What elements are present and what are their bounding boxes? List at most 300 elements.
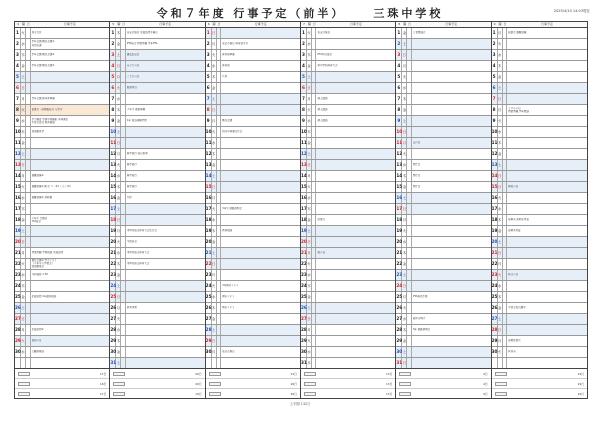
day-number: 18: [206, 215, 212, 225]
event-cell: [507, 226, 587, 236]
event-cell: [221, 204, 300, 214]
day-row: [15, 105, 109, 116]
weekday: 土: [498, 314, 503, 324]
footer-cell: [206, 369, 301, 398]
day-row: [110, 105, 204, 116]
day-row: [396, 182, 490, 193]
event-text: 学年会議 職員会議③: [31, 64, 55, 67]
weekday: 火: [212, 204, 217, 214]
day-row: [396, 248, 490, 259]
day-row: [15, 39, 109, 50]
day-number: 9: [206, 116, 212, 126]
event-cell: [507, 237, 587, 247]
day-row: [206, 270, 300, 281]
event-text: 憲法記念日: [126, 52, 140, 56]
weekday: 土: [212, 94, 217, 104]
day-row: [206, 138, 300, 149]
event-text: 期末テスト: [222, 295, 235, 299]
event-text: 夏休み明け: [412, 317, 426, 321]
day-number: 16: [396, 193, 402, 203]
event-text: 始業式・前期着任式 入学式: [31, 108, 63, 112]
event-cell: [316, 281, 395, 291]
weekday: 月: [116, 303, 121, 313]
day-number: 8: [301, 105, 307, 115]
footer-tag: [113, 382, 125, 386]
day-row: [15, 116, 109, 127]
footer-tag: [304, 372, 316, 376]
weekday: 金: [498, 149, 503, 159]
weekday: 水: [116, 94, 121, 104]
weekday: 日: [307, 237, 312, 247]
event-cell: [31, 83, 110, 93]
event-cell: [316, 182, 395, 192]
day-row: [301, 226, 395, 237]
day-number: 16: [206, 193, 212, 203]
day-row: [301, 336, 395, 347]
weekday: 日: [402, 281, 407, 291]
event-cell: [126, 292, 205, 302]
day-row: [206, 358, 300, 368]
day-number: 1: [15, 28, 21, 38]
weekday: 木: [498, 61, 503, 71]
day-row: [110, 292, 204, 303]
day-number: 20: [301, 237, 307, 247]
day-number: 24: [110, 281, 116, 291]
day-number: 26: [110, 303, 116, 313]
day-number: 22: [396, 259, 402, 269]
event-cell: [221, 358, 300, 368]
event-cell: [31, 336, 110, 346]
weekday: 日: [498, 248, 503, 258]
event-cell: [316, 325, 395, 335]
event-cell: [126, 204, 205, 214]
day-number: 24: [301, 281, 307, 291]
day-row: [301, 94, 395, 105]
day-number: 16: [492, 193, 498, 203]
event-text: こどもの日: [126, 75, 140, 79]
weekday: 金: [21, 292, 26, 302]
day-number: 7: [110, 94, 116, 104]
day-row: [301, 149, 395, 160]
day-row: [15, 336, 109, 347]
event-cell: [507, 347, 587, 357]
event-text: 避難訓練③ 消防署: [31, 196, 53, 200]
footer-row: [206, 379, 300, 389]
weekday: 金: [212, 160, 217, 170]
event-text: 辞令交付: [31, 30, 42, 34]
weekday: 土: [116, 281, 121, 291]
event-cell: [507, 83, 587, 93]
day-number: 3: [492, 50, 498, 60]
event-cell: [412, 347, 491, 357]
weekday: 土: [116, 358, 121, 368]
day-row: [110, 314, 204, 325]
footer-value: 21日: [290, 371, 297, 376]
day-row: [396, 281, 490, 292]
weekday: 火: [116, 314, 121, 324]
weekday: 金: [307, 292, 312, 302]
day-number: 15: [396, 182, 402, 192]
day-row: [15, 149, 109, 160]
day-row: [396, 325, 490, 336]
event-cell: [126, 347, 205, 357]
day-number: 27: [301, 314, 307, 324]
day-row: [301, 138, 395, 149]
month-label: 8: [398, 22, 401, 26]
footer-tag: [304, 382, 316, 386]
weekday: 水: [21, 193, 26, 203]
day-row: [206, 215, 300, 226]
month-column-9: [492, 22, 587, 368]
footer-value: 20日: [290, 381, 297, 386]
day-number: 15: [110, 182, 116, 192]
weekday: 水: [498, 281, 503, 291]
event-text: 修学旅行: [126, 185, 137, 189]
event-cell: [221, 336, 300, 346]
day-number: 27: [206, 314, 212, 324]
event-cell: [126, 94, 205, 104]
footer-row: [396, 379, 490, 389]
weekday: 木: [116, 105, 121, 115]
day-row: [110, 28, 204, 39]
event-cell: [126, 83, 205, 93]
day-number: 24: [15, 281, 21, 291]
weekday: 木: [21, 281, 26, 291]
day-number: 29: [206, 336, 212, 346]
day-number: 22: [492, 259, 498, 269]
event-cell: [126, 105, 205, 115]
weekday: 火: [212, 281, 217, 291]
event-cell: [31, 226, 110, 236]
day-row: [396, 193, 490, 204]
weekday: 金: [307, 138, 312, 148]
event-cell: [507, 336, 587, 346]
day-number: 29: [301, 336, 307, 346]
event-cell: [126, 325, 205, 335]
day-number: 12: [206, 149, 212, 159]
event-cell: [221, 215, 300, 225]
weekday: 月: [402, 292, 407, 302]
weekday: 木: [116, 259, 121, 269]
event-cell: [221, 270, 300, 280]
event-cell: [507, 248, 587, 258]
day-number: 5: [492, 72, 498, 82]
event-text: 前期終業式: [508, 339, 521, 343]
day-row: [206, 39, 300, 50]
day-number: 17: [110, 204, 116, 214]
footer-row: [301, 379, 395, 389]
day-number: 11: [396, 138, 402, 148]
day-row: [15, 259, 109, 270]
day-row: [206, 204, 300, 215]
day-row: [396, 292, 490, 303]
day-row: [15, 193, 109, 204]
event-text: 始業式 避難訓練: [508, 30, 527, 34]
day-row: [206, 281, 300, 292]
day-number: 3: [110, 50, 116, 60]
day-row: [301, 28, 395, 39]
footer-value: 17日: [99, 391, 107, 396]
event-cell: [126, 259, 205, 269]
day-row: [206, 50, 300, 61]
weekday: 月: [212, 39, 217, 49]
footer-tag: [399, 392, 411, 396]
event-cell: [412, 182, 491, 192]
day-number: 26: [301, 303, 307, 313]
event-text: 授業参観 学年懇談: [508, 109, 529, 113]
weekday: 月: [116, 72, 121, 82]
day-number: 14: [15, 171, 21, 181]
event-text: 1年 宿泊体験学習: [126, 119, 147, 123]
day-number: 18: [396, 215, 402, 225]
month-label: 6: [207, 22, 210, 26]
day-row: [206, 248, 300, 259]
day-row: [301, 292, 395, 303]
event-text: 修学旅行: [126, 174, 137, 178]
day-number: 13: [301, 160, 307, 170]
event-cell: [412, 325, 491, 335]
footer-cell: [301, 369, 396, 398]
day-row: [396, 226, 490, 237]
event-text: ２年生 農業体験: [126, 108, 146, 112]
event-text: 生徒会役員選挙: [508, 306, 526, 310]
day-number: 18: [15, 215, 21, 225]
event-cell: [31, 314, 110, 324]
day-row: [206, 314, 300, 325]
day-number: 1: [110, 28, 116, 38]
weekday: 月: [498, 182, 503, 192]
event-cell: [412, 259, 491, 269]
footer-row: [15, 369, 109, 379]
event-cell: [126, 28, 205, 38]
event-cell: [316, 39, 395, 49]
day-number: 30: [110, 347, 116, 357]
event-text: 学年会議 職員会議①: [31, 40, 55, 44]
event-cell: [31, 127, 110, 137]
weekday: 日: [116, 61, 121, 71]
event-cell: [507, 193, 587, 203]
day-number: 4: [301, 61, 307, 71]
day-number: 26: [492, 303, 498, 313]
weekday: 金: [498, 303, 503, 313]
day-number: 26: [206, 303, 212, 313]
day-row: [396, 160, 490, 171]
weekday: 火: [212, 50, 217, 60]
event-cell: [31, 358, 110, 368]
day-row: [301, 50, 395, 61]
day-row: [15, 237, 109, 248]
weekday: 火: [498, 193, 503, 203]
event-cell: [507, 281, 587, 291]
day-number: 9: [15, 116, 21, 126]
day-number: 28: [492, 325, 498, 335]
day-row: [15, 270, 109, 281]
event-cell: [412, 336, 491, 346]
day-row: [492, 248, 587, 259]
date-note: 2025/4/10 14:03現在: [553, 9, 590, 13]
day-number: 15: [206, 182, 212, 192]
weekday: 月: [307, 94, 312, 104]
month-column-4: [15, 22, 110, 368]
event-text: PTA奉仕作業: [412, 295, 428, 299]
day-row: [206, 83, 300, 94]
day-number: 10: [15, 127, 21, 137]
weekday: 月: [212, 116, 217, 126]
event-cell: [221, 237, 300, 247]
event-cell: [412, 94, 491, 104]
day-row: [301, 237, 395, 248]
day-row: [110, 259, 204, 270]
event-cell: [316, 270, 395, 280]
weekday: 木: [402, 94, 407, 104]
day-row: [396, 347, 490, 358]
weekday: 木: [498, 138, 503, 148]
day-number: 23: [206, 270, 212, 280]
weekday: 木: [116, 336, 121, 346]
weekday: 水: [307, 347, 312, 357]
day-row: [301, 259, 395, 270]
weekday: 金: [21, 61, 26, 71]
event-cell: [412, 193, 491, 203]
day-number: 20: [492, 237, 498, 247]
weekday: 木: [212, 226, 217, 236]
footer-row: [110, 369, 204, 379]
footer-tag: [399, 372, 411, 376]
weekday: 土: [498, 160, 503, 170]
day-row: [15, 281, 109, 292]
event-cell: [316, 215, 395, 225]
weekday: 土: [21, 72, 26, 82]
day-number: 10: [206, 127, 212, 137]
weekday: 火: [21, 105, 26, 115]
day-header: 日: [312, 22, 316, 26]
event-text: 生徒総会: [126, 240, 137, 244]
event-cell: [507, 39, 587, 49]
weekday: 火: [307, 259, 312, 269]
event-cell: [31, 259, 110, 269]
weekday: 月: [307, 248, 312, 258]
day-number: 27: [396, 314, 402, 324]
event-cell: [31, 248, 110, 258]
day-row: [301, 171, 395, 182]
weekday: 土: [116, 204, 121, 214]
day-number: 26: [396, 303, 402, 313]
weekday: 水: [21, 116, 26, 126]
day-number: 7: [301, 94, 307, 104]
event-cell: [316, 138, 395, 148]
day-row: [15, 347, 109, 358]
day-number: 6: [206, 83, 212, 93]
weekday: 月: [307, 325, 312, 335]
day-number: 4: [492, 61, 498, 71]
day-number: 15: [301, 182, 307, 192]
event-cell: [507, 270, 587, 280]
event-cell: [507, 182, 587, 192]
footer-row: [206, 389, 300, 398]
weekday: 木: [498, 292, 503, 302]
day-number: 20: [396, 237, 402, 247]
weekday: 金: [21, 138, 26, 148]
day-number: 25: [396, 292, 402, 302]
event-cell: [412, 28, 491, 38]
footer-row: [492, 389, 587, 398]
day-row: [15, 292, 109, 303]
event-text: 敬老の日: [508, 185, 519, 189]
event-cell: [221, 160, 300, 170]
event-text: （２年生の学習会）: [31, 262, 55, 266]
event-text: みどりの日: [126, 64, 140, 67]
weekday: 金: [307, 61, 312, 71]
footer-tag: [18, 382, 30, 386]
day-number: 28: [15, 325, 21, 335]
day-number: 19: [110, 226, 116, 236]
event-cell: [316, 303, 395, 313]
day-row: [110, 325, 204, 336]
month-column-5: [110, 22, 205, 368]
event-cell: [126, 281, 205, 291]
day-number: 4: [15, 61, 21, 71]
day-number: 5: [15, 72, 21, 82]
event-text: 個人面談: [317, 108, 328, 112]
day-row: [206, 226, 300, 237]
day-number: 26: [15, 303, 21, 313]
weekday: 月: [116, 226, 121, 236]
day-row: [110, 182, 204, 193]
event-text: 心臓病検診: [31, 350, 45, 354]
day-number: 5: [206, 72, 212, 82]
event-cell: [31, 281, 110, 291]
day-row: [110, 171, 204, 182]
weekday: 月: [21, 248, 26, 258]
weekday: 日: [21, 314, 26, 324]
day-number: 12: [110, 149, 116, 159]
event-cell: [126, 270, 205, 280]
day-row: [15, 171, 109, 182]
month-label: 5: [112, 22, 115, 26]
weekday: 火: [402, 226, 407, 236]
weekday: 日: [402, 204, 407, 214]
event-cell: [412, 105, 491, 115]
day-number: 11: [492, 138, 498, 148]
weekday: 金: [21, 215, 26, 225]
day-row: [110, 358, 204, 368]
event-text: 学年会議 新年度準備: [31, 97, 55, 101]
day-number: 17: [492, 204, 498, 214]
weekday: 金: [116, 116, 121, 126]
event-text: 教育実習: [126, 306, 137, 310]
event-cell: [221, 314, 300, 324]
weekday: 月: [21, 171, 26, 181]
event-cell: [221, 193, 300, 203]
event-cell: [507, 116, 587, 126]
weekday: 木: [402, 171, 407, 181]
weekday: 木: [212, 303, 217, 313]
day-number: 6: [396, 83, 402, 93]
weekday: 土: [307, 226, 312, 236]
weekday: 月: [212, 193, 217, 203]
day-number: 8: [110, 105, 116, 115]
day-number: 21: [206, 248, 212, 258]
event-cell: [31, 204, 110, 214]
day-row: [396, 39, 490, 50]
event-cell: [126, 50, 205, 60]
day-row: [110, 270, 204, 281]
day-number: 11: [110, 138, 116, 148]
event-cell: [126, 226, 205, 236]
footer-tag: [304, 392, 316, 396]
weekday: 水: [402, 314, 407, 324]
event-cell: [126, 336, 205, 346]
